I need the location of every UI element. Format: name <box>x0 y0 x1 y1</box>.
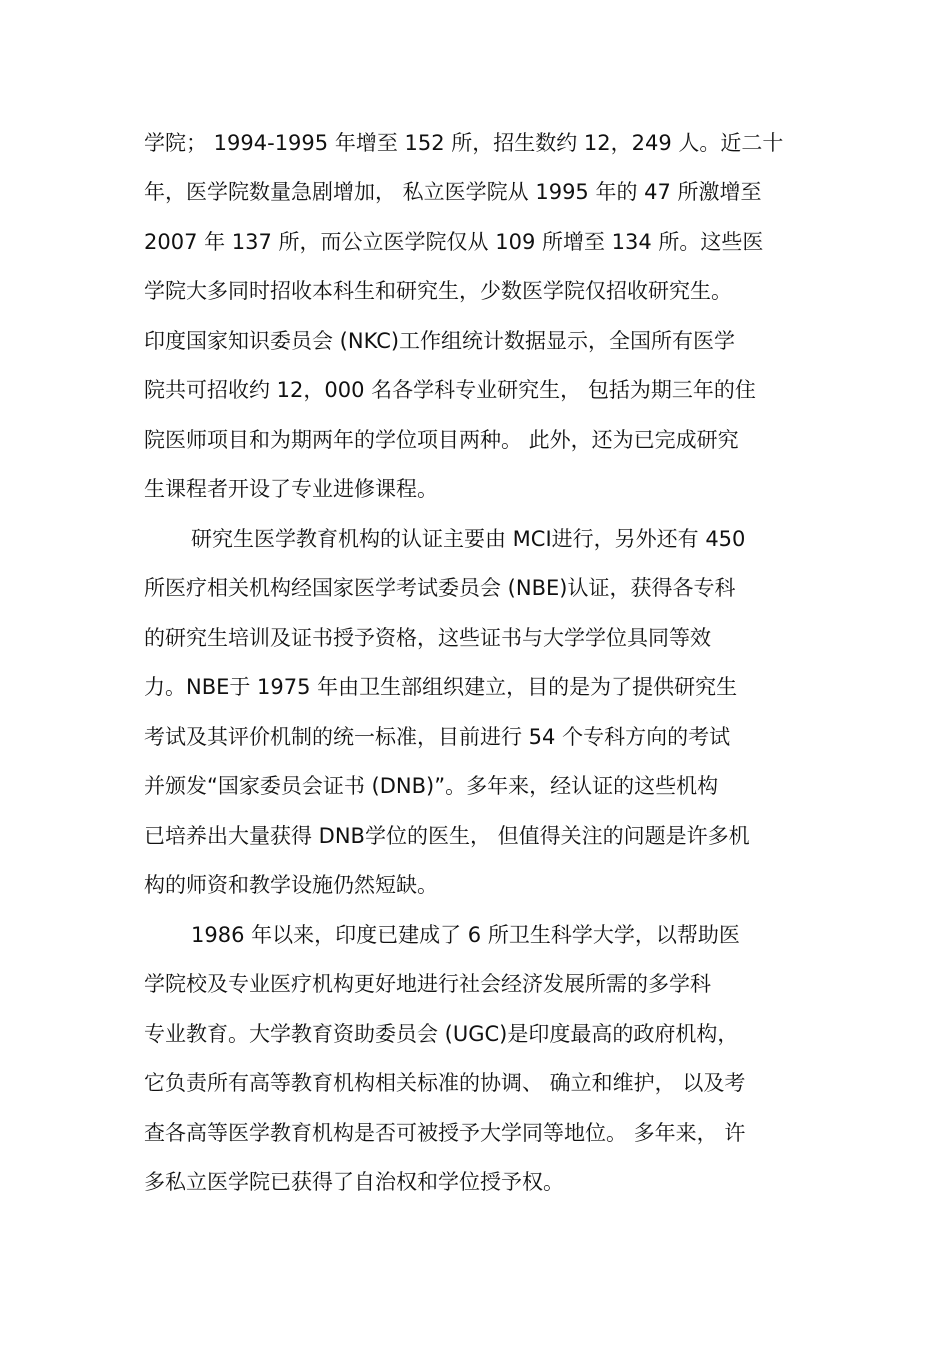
text-line: 力。NBE于 1975 年由卫生部组织建立，目的是为了提供研究生 <box>144 675 738 699</box>
text-line: 查各高等医学教育机构是否可被授予大学同等地位。 多年来， 许 <box>144 1121 746 1145</box>
text-line: 已培养出大量获得 DNB学位的医生， 但值得关注的问题是许多机 <box>144 824 750 848</box>
text-line: 印度国家知识委员会 (NKC)工作组统计数据显示，全国所有医学 <box>144 329 736 353</box>
text-line: 多私立医学院已获得了自治权和学位授予权。 <box>144 1170 564 1194</box>
paragraph-start-line: 1986 年以来，印度已建成了 6 所卫生科学大学，以帮助医 <box>191 923 740 947</box>
text-line: 的研究生培训及证书授予资格，这些证书与大学学位具同等效 <box>144 626 711 650</box>
text-line: 专业教育。大学教育资助委员会 (UGC)是印度最高的政府机构， <box>144 1022 739 1046</box>
text-line: 院医师项目和为期两年的学位项目两种。 此外，还为已完成研究 <box>144 428 739 452</box>
text-line: 构的师资和教学设施仍然短缺。 <box>144 873 438 897</box>
paragraph-start-line: 研究生医学教育机构的认证主要由 MCI进行，另外还有 450 <box>191 527 746 551</box>
text-line: 学院校及专业医疗机构更好地进行社会经济发展所需的多学科 <box>144 972 711 996</box>
text-line: 院共可招收约 12，000 名各学科专业研究生， 包括为期三年的住 <box>144 378 756 402</box>
text-line: 2007 年 137 所，而公立医学院仅从 109 所增至 134 所。这些医 <box>144 230 764 254</box>
text-line: 生课程者开设了专业进修课程。 <box>144 477 438 501</box>
text-line: 它负责所有高等教育机构相关标准的协调、 确立和维护， 以及考 <box>144 1071 746 1095</box>
text-line: 学院； 1994-1995 年增至 152 所，招生数约 12，249 人。近二十 <box>144 131 784 155</box>
text-line: 学院大多同时招收本科生和研究生，少数医学院仅招收研究生。 <box>144 279 732 303</box>
text-line: 并颁发“国家委员会证书 (DNB)”。多年来，经认证的这些机构 <box>144 774 719 798</box>
text-line: 考试及其评价机制的统一标准，目前进行 54 个专科方向的考试 <box>144 725 731 749</box>
text-line: 所医疗相关机构经国家医学考试委员会 (NBE)认证，获得各专科 <box>144 576 736 600</box>
text-line: 年，医学院数量急剧增加， 私立医学院从 1995 年的 47 所激增至 <box>144 180 762 204</box>
